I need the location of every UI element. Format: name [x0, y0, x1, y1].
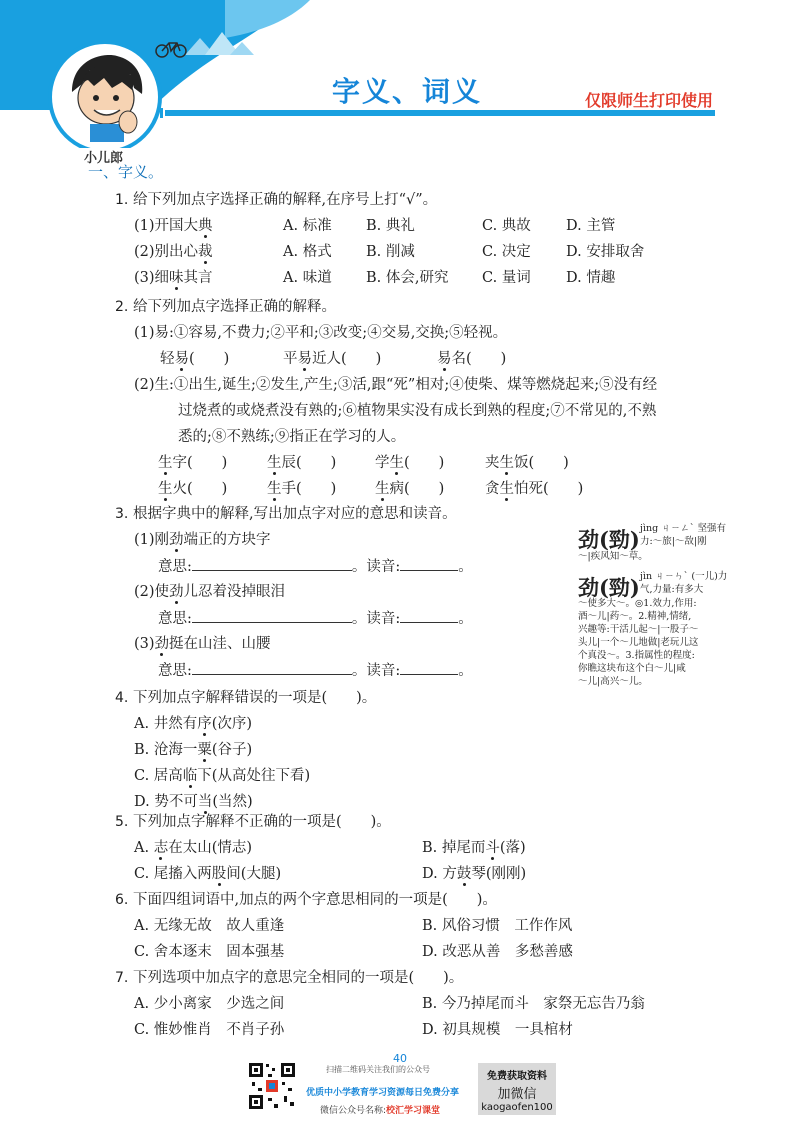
q6-option-b: B. 风俗习惯 工作作风 [422, 918, 573, 934]
q2-definition-2-line1: (2)生:①出生,诞生;②发生,产生;③活,跟“死”相对;④使柴、煤等燃烧起来;⑤没有经 [134, 377, 658, 393]
q2-item: 贪生怕死( ) [485, 481, 584, 497]
question-1-stem: 1. 给下列加点字选择正确的解释,在序号上打“√”。 [115, 192, 438, 208]
qr-code-icon [248, 1062, 296, 1110]
q7-option-a: A. 少小离家 少选之间 [134, 996, 285, 1012]
page-number: 40 [393, 1052, 407, 1065]
q2-item: 夹生饭( ) [485, 455, 569, 471]
free-resource-badge: 免费获取资料 加微信 kaogaofen100 [478, 1063, 556, 1115]
print-notice: 仅限师生打印使用 [585, 91, 714, 110]
q2-item: 生辰( ) [267, 455, 337, 471]
q1-option-c: C. 量词 [482, 270, 531, 286]
q1-option-a: A. 标准 [283, 218, 332, 234]
q2-definition-2-line2: 过烧煮的或烧煮没有熟的;⑥植物果实没有成长到熟的程度;⑦不常见的,不熟 [178, 403, 657, 419]
q2-item: 学生( ) [375, 455, 445, 471]
q1-item: (1)开国大典 [134, 218, 213, 234]
q1-item: (2)别出心裁 [134, 244, 213, 260]
q1-option-a: A. 格式 [283, 244, 332, 260]
q1-option-d: D. 主管 [566, 218, 616, 234]
q2-item: 生病( ) [375, 481, 445, 497]
q6-option-a: A. 无缘无故 故人重逢 [134, 918, 285, 934]
dict-entry-2-head: 劲(勁) [578, 575, 640, 600]
footer-scan-text: 扫描二维码关注我们的公众号 [326, 1065, 430, 1074]
q3-item: (1)刚劲端正的方块字 [134, 532, 271, 548]
q1-option-b: B. 典礼 [366, 218, 415, 234]
question-3-stem: 3. 根据字典中的解释,写出加点字对应的意思和读音。 [115, 506, 457, 522]
footer-account: 微信公众号名称:校汇学习课堂 [320, 1106, 441, 1116]
q2-item: 平易近人( ) [283, 351, 382, 367]
question-4-stem: 4. 下列加点字解释错误的一项是( )。 [115, 690, 377, 706]
q1-option-c: C. 典故 [482, 218, 531, 234]
q1-option-a: A. 味道 [283, 270, 332, 286]
q1-option-b: B. 削减 [366, 244, 415, 260]
q1-item: (3)细味其言 [134, 270, 213, 286]
footer-share-text: 优质中小学教育学习资源每日免费分享 [306, 1088, 460, 1098]
q1-option-d: D. 情趣 [566, 270, 616, 286]
q1-option-c: C. 决定 [482, 244, 531, 260]
q6-option-c: C. 舍本逐末 固本强基 [134, 944, 285, 960]
question-6-stem: 6. 下面四组词语中,加点的两个字意思相同的一项是( )。 [115, 892, 497, 908]
q4-option: D. 势不可当(当然) [134, 794, 253, 810]
q2-definition-2-line3: 悉的;⑧不熟练;⑨指正在学习的人。 [178, 429, 406, 445]
dictionary-excerpt: 劲(勁) jìng ㄐㄧㄥˋ 坚强有 力:～旅|～敌|刚 ～|疾风知～草。 劲(勁) jìn ㄐㄧㄣˋ (一儿)力 气,力量:有多大 ～使多大～。◎1.效力,作用: 酒～儿|药～。2.精神,情绪, 兴趣等:干活儿起～|一股子～ 头儿|一个～儿地做|老玩儿这 个真没～。3.指属性的程度: 你瞧这块布这个白～儿|咸 ～儿|高兴～儿。 [578, 523, 728, 687]
q3-item: (3)劲挺在山洼、山腰 [134, 636, 271, 652]
q5-option-a: A. 志在太山(情志) [134, 840, 253, 856]
bicycle-icon [155, 38, 187, 58]
q2-item: 轻易( ) [160, 351, 230, 367]
question-2-stem: 2. 给下列加点字选择正确的解释。 [115, 299, 336, 315]
q4-option: C. 居高临下(从高处往下看) [134, 768, 311, 784]
q2-item: 易名( ) [437, 351, 507, 367]
q7-option-d: D. 初具规模 一具棺材 [422, 1022, 573, 1038]
section-title: 一、字义。 [88, 163, 164, 181]
dict-entry-1-head: 劲(勁) [578, 527, 640, 552]
q3-item: (2)使劲儿忍着没掉眼泪 [134, 584, 286, 600]
q2-item: 生火( ) [158, 481, 228, 497]
page-title: 字义、词义 [332, 75, 483, 108]
q5-option-c: C. 尾搐入两股间(大腿) [134, 866, 282, 882]
q4-option: B. 沧海一粟(谷子) [134, 742, 253, 758]
question-5-stem: 5. 下列加点字解释不正确的一项是( )。 [115, 814, 391, 830]
q2-definition-1: (1)易:①容易,不费力;②平和;③改变;④交易,交换;⑤轻视。 [134, 325, 508, 341]
q3-answer-line: 意思: 。读音: 。 [158, 660, 473, 681]
q5-option-b: B. 掉尾而斗(落) [422, 840, 526, 856]
q7-option-c: C. 惟妙惟肖 不肖子孙 [134, 1022, 285, 1038]
q6-option-d: D. 改恶从善 多愁善感 [422, 944, 573, 960]
q3-answer-line: 意思: 。读音: 。 [158, 608, 473, 629]
q7-option-b: B. 今乃掉尾而斗 家祭无忘告乃翁 [422, 996, 645, 1012]
q5-option-d: D. 方鼓琴(刚刚) [422, 866, 527, 882]
q1-option-b: B. 体会,研究 [366, 270, 449, 286]
mascot-icon [62, 52, 150, 142]
q3-answer-line: 意思: 。读音: 。 [158, 556, 473, 577]
q1-option-d: D. 安排取舍 [566, 244, 645, 260]
q4-option: A. 井然有序(次序) [134, 716, 253, 732]
brand-label: 小儿郎 [84, 151, 124, 166]
q2-item: 生字( ) [158, 455, 228, 471]
q2-item: 生手( ) [267, 481, 337, 497]
question-7-stem: 7. 下列选项中加点字的意思完全相同的一项是( )。 [115, 970, 464, 986]
